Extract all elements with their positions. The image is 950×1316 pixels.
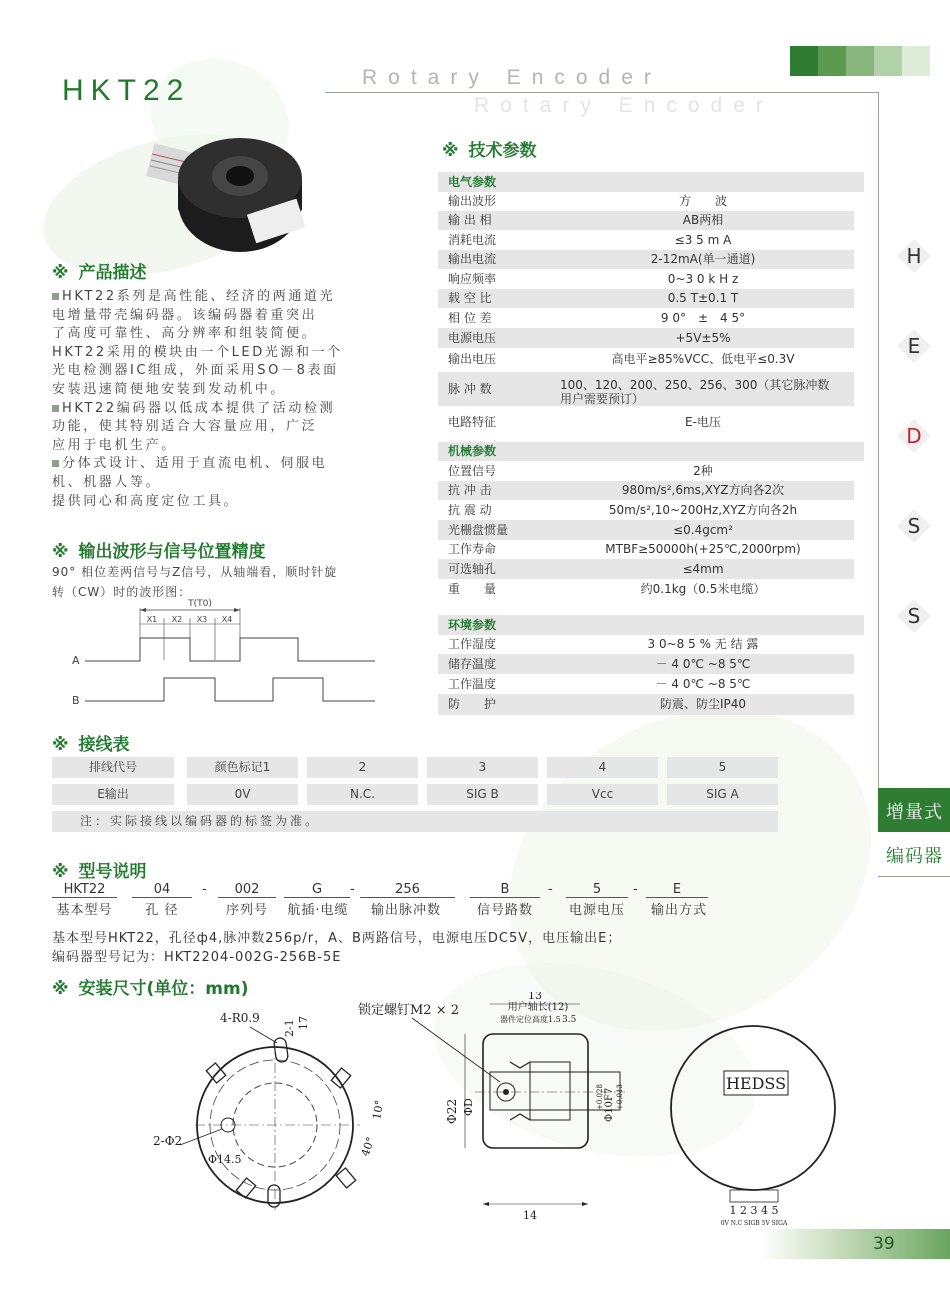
spec-row: 输 出 相 AB两相 [438,211,854,230]
bullet-icon [52,293,59,300]
spec-row: 电源电压 +5V±5% [438,328,854,348]
dimensions-title: ※ 安装尺寸(单位：mm) [52,979,249,999]
svg-text:+0.013: +0.013 [616,1084,624,1110]
svg-text:用户轴长(12): 用户轴长(12) [507,1002,569,1013]
svg-text:10°: 10° [370,1099,387,1121]
page-footer-bar [760,1229,950,1259]
spec-row: 输出电压 高电平≥85%VCC、低电平≤0.3V [448,352,795,366]
waveform-text: 90° 相位差两信号与Z信号，从轴端看，顺时针旋 转（CW）时的波形图： [52,565,338,599]
wiring-cell: 0V [187,784,298,805]
spec-row: 输出电流 2-12mA(单一通道) [438,250,854,269]
bullet-icon [52,405,59,412]
wiring-cell: 5 [667,757,778,778]
svg-text:Φ10F7: Φ10F7 [604,1087,615,1122]
wiring-cell: 4 [547,757,658,778]
spec-title: ※ 技术参数 [442,141,537,161]
spec-row: 消耗电流 ≤3 5 m A [448,233,732,247]
svg-text:2-1: 2-1 [283,1019,296,1037]
svg-text:40°: 40° [358,1135,378,1159]
marker-x3: X3 [196,615,208,624]
channel-a-label: A [72,654,80,667]
subtitle-shadow: Rotary Encoder [474,94,774,117]
svg-text:锁定螺钉M2 × 2: 锁定螺钉M2 × 2 [358,1003,460,1018]
spec-row: 相 位 差 9 0° ± 4 5° [448,311,746,325]
wiring-cell: 排线代号 [52,757,174,778]
wiring-cell: Vcc [547,784,658,805]
wiring-cell: N.C. [307,784,418,805]
subtitle-primary: Rotary Encoder [362,66,662,89]
spec-row: 光栅盘惯量 ≤0.4gcm² [438,520,854,540]
side-tab-incremental[interactable]: 增量式 [878,788,950,832]
svg-text:HEDSS: HEDSS [725,1074,787,1093]
wiring-cell: 3 [427,757,538,778]
spec-row-pulse: 脉 冲 数 100、120、200、250、256、300（其它脉冲数 用户需要预订） [438,372,854,406]
waveform-diagram [60,594,390,718]
header-rule [325,92,878,93]
marker-x1: X1 [146,615,158,624]
svg-text:13: 13 [528,992,542,1002]
model-example-1: 基本型号HKT22，孔径ф4,脉冲数256p/r，A、B两路信号，电源电压DC5V，电压输出E； [52,931,622,946]
model-example-2: 编码器型号记为：HKT2204-002G-256B-5E [52,950,342,965]
spec-row: 工作湿度 3 0~8 5 % 无 结 露 [448,637,759,651]
side-nav-h[interactable]: H [896,238,932,274]
spec-row: 响应频率 0~3 0 k H z [448,272,739,286]
wiring-cell: 颜色标记1 [187,757,298,778]
svg-text:ΦD: ΦD [462,1098,475,1116]
svg-text:4-R0.9: 4-R0.9 [220,1011,260,1025]
period-label: T(T0) [188,599,212,609]
spec-row: 工作寿命 MTBF≥50000h(+25℃,2000rpm) [448,542,801,556]
wiring-cell: SIG A [667,784,778,805]
mechanical-header: 机械参数 [438,442,864,461]
svg-text:3.5: 3.5 [562,1015,577,1025]
svg-text:0V N.C SIGB 5V SIGA: 0V N.C SIGB 5V SIGA [720,1220,788,1227]
svg-text:器件定位高度1.5: 器件定位高度1.5 [500,1015,561,1024]
spec-row: 输出波形 方 波 [448,194,727,208]
marker-x4: X4 [221,615,233,624]
model-title: HKT22 [62,74,191,107]
side-view-drawing [350,992,640,1224]
electrical-header: 电气参数 [438,172,864,192]
spec-row: 重 量 约0.1kg（0.5米电缆） [448,582,766,596]
svg-text:Φ14.5: Φ14.5 [208,1153,242,1166]
spec-row: 抗 冲 击 980m/s²,6ms,XYZ方向各2次 [438,481,854,500]
wiring-note: 注：实际接线以编码器的标签为准。 [52,811,778,832]
spec-row: 防 护 防震、防尘IP40 [438,694,854,715]
page-number: 39 [873,1234,895,1254]
marker-x2: X2 [171,615,183,624]
svg-text:14: 14 [523,1209,537,1222]
spec-row: 抗 震 动 50m/s²,10~200Hz,XYZ方向各2h [448,503,798,517]
right-rule [878,92,879,877]
svg-text:2-Φ2: 2-Φ2 [153,1134,183,1148]
bullet-icon [52,460,59,467]
spec-row: 电路特征 E-电压 [448,415,721,429]
wiring-cell: SIG B [427,784,538,805]
product-photo [140,120,320,260]
svg-text:1 2 3 4 5: 1 2 3 4 5 [729,1204,779,1217]
model-title-section: ※ 型号说明 [52,862,147,882]
side-nav-d[interactable]: D [896,418,932,454]
channel-b-label: B [72,694,80,707]
environment-header: 环境参数 [438,615,864,635]
back-view-drawing [660,1025,850,1230]
spec-row: 工作温度 － 4 0℃ ~8 5℃ [448,677,751,691]
side-nav-e[interactable]: E [896,328,932,364]
side-nav-s2[interactable]: S [896,598,932,634]
spec-row: 可选轴孔 ≤4mm [438,559,854,579]
svg-text:17: 17 [297,1016,310,1030]
wiring-title: ※ 接线表 [52,735,130,755]
side-nav-s1[interactable]: S [896,508,932,544]
wiring-cell: E输出 [52,784,174,805]
svg-text:Φ22: Φ22 [445,1098,459,1124]
spec-row: 位置信号 2种 [448,464,713,478]
description-title: ※ 产品描述 [52,263,147,283]
spec-row: 载 空 比 0.5 T±0.1 T [438,289,854,308]
side-tab-encoder[interactable]: 编码器 [878,832,950,877]
waveform-title: ※ 输出波形与信号位置精度 [52,542,266,562]
spec-row: 储存温度 － 4 0℃ ~8 5℃ [438,654,854,674]
wiring-cell: 2 [307,757,418,778]
svg-text:+0.028: +0.028 [596,1084,604,1110]
description-body: HKT22系列是高性能、经济的两通道光 电增量带壳编码器。该编码器着重突出 了高度可靠性、高分辨率和组装简便。 HKT22采用的模块由一个LED光源和一个 光电检测器IC组成，外面采用SO－8表面 安装迅速简便地安装到发动机中。 HKT22编码器以低成本提供了活动检测 功能，使其特别适合大容量应用，广泛 应用于电机生产。 分体式设计、适用于直流电机、伺服电 机、机器人等。 提供同心和高度定位工具。 [52,289,343,509]
